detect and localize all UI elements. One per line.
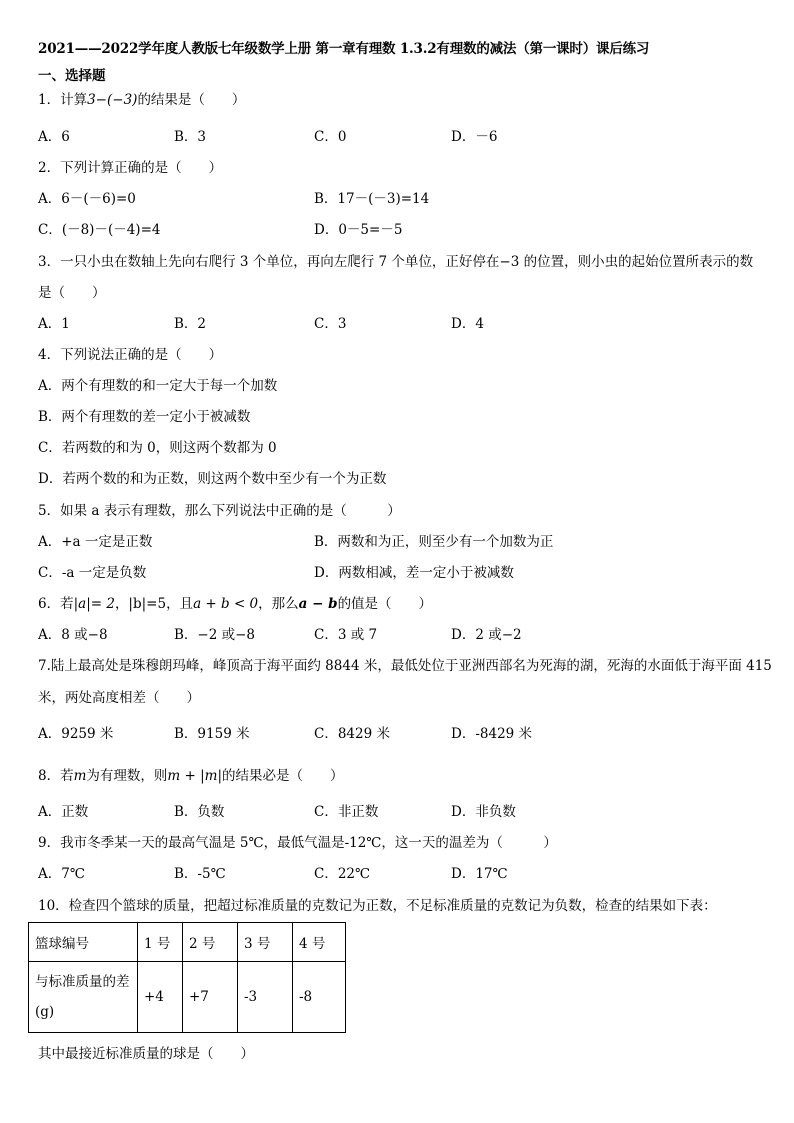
option-d: D．若两个数的和为正数，则这两个数中至少有一个为正数: [38, 471, 387, 487]
table-header-cell: 篮球编号: [29, 923, 138, 962]
table-header-cell: 4 号: [293, 923, 346, 962]
question-7-stem-line2: 米，两处高度相差（ ）: [38, 690, 200, 706]
option-a: A．8 或−8: [38, 627, 108, 643]
table-cell: -3: [238, 962, 293, 1033]
question-6-condition: a + b < 0: [193, 596, 259, 612]
question-6-mid: ，|b|=5，且: [114, 596, 194, 612]
option-a: A．6: [38, 129, 70, 145]
question-6-mid2: ，那么: [258, 596, 299, 612]
option-d: D．17℃: [451, 866, 508, 882]
option-b: B．负数: [174, 804, 225, 820]
option-c: C．8429 米: [314, 726, 390, 742]
option-b: B．两数和为正，则至少有一个加数为正: [314, 534, 554, 550]
question-8-suffix: 的结果必是（ ）: [222, 768, 344, 784]
option-c: C．0: [314, 129, 347, 145]
section-heading: 一、选择题: [38, 68, 106, 84]
option-b: B．17－(－3)=14: [314, 191, 430, 207]
option-d: D．2 或−2: [451, 627, 522, 643]
option-b: B．9159 米: [174, 726, 250, 742]
option-d: D．两数相减，差一定小于被减数: [314, 565, 514, 581]
table-cell: -8: [293, 962, 346, 1033]
option-a: A．6－(－6)=0: [38, 191, 136, 207]
question-9-stem: 9．我市冬季某一天的最高气温是 5℃，最低气温是-12℃，这一天的温差为（ ）: [38, 835, 557, 851]
question-8-prefix: 8．若: [38, 768, 74, 784]
question-6-suffix: 的值是（ ）: [337, 596, 433, 612]
question-1-prefix: 1．计算: [38, 92, 88, 108]
question-6-expression: a − b: [298, 596, 338, 612]
option-a: A．正数: [38, 804, 89, 820]
option-a: A．两个有理数的和一定大于每一个加数: [38, 378, 278, 394]
table-header-cell: 3 号: [238, 923, 293, 962]
option-c: C．-a 一定是负数: [38, 565, 147, 581]
basketball-table: [28, 922, 346, 1033]
option-b: B．-5℃: [174, 866, 226, 882]
table-cell: +4: [138, 962, 183, 1033]
question-3-stem-line2: 是（ ）: [38, 285, 106, 301]
question-8-mid: 为有理数，则: [86, 768, 168, 784]
question-2-stem: 2．下列计算正确的是（ ）: [38, 160, 223, 176]
question-1-stem: [38, 91, 245, 109]
option-b: B．2: [174, 316, 207, 332]
option-c: C．若两数的和为 0，则这两个数都为 0: [38, 440, 277, 456]
question-6-stem: [38, 595, 432, 613]
option-c: C．22℃: [314, 866, 371, 882]
option-a: A．+a 一定是正数: [38, 534, 153, 550]
question-5-stem: 5．如果 a 表示有理数，那么下列说法中正确的是（ ）: [38, 503, 401, 519]
question-8-variable: m: [73, 768, 87, 784]
table-cell: +7: [183, 962, 238, 1033]
question-6-prefix: 6．若: [38, 596, 74, 612]
option-b: B．两个有理数的差一定小于被减数: [38, 409, 251, 425]
table-header-cell: 2 号: [183, 923, 238, 962]
option-c: C．3: [314, 316, 347, 332]
option-d: D．-8429 米: [451, 726, 533, 742]
question-3-stem-line1: 3．一只小虫在数轴上先向右爬行 3 个单位，再向左爬行 7 个单位，正好停在−3 的位置，则小虫的起始位置所表示的数: [38, 254, 754, 270]
question-7-stem-line1: 7.陆上最高处是珠穆朗玛峰，峰顶高于海平面约 8844 米，最低处位于亚洲西部名为死海的湖，死海的水面低于海平面 415: [38, 658, 772, 674]
document-title: 2021——2022学年度人教版七年级数学上册 第一章有理数 1.3.2有理数的减法（第一课时）课后练习: [38, 41, 650, 57]
question-1-suffix: 的结果是（ ）: [137, 92, 246, 108]
option-d: D．非负数: [451, 804, 516, 820]
option-d: D．0－5=－5: [314, 222, 403, 238]
option-c: C．非正数: [314, 804, 379, 820]
table-header-cell: 1 号: [138, 923, 183, 962]
question-8-expression: m + |m|: [167, 768, 222, 784]
option-d: D．4: [451, 316, 484, 332]
option-c: C．(－8)－(－4)=4: [38, 222, 161, 238]
table-row-label: 与标准质量的差(g): [29, 962, 138, 1033]
question-1-expression: 3−(−3): [87, 92, 138, 108]
question-4-stem: 4．下列说法正确的是（ ）: [38, 347, 223, 363]
question-10-followup: 其中最接近标准质量的球是（ ）: [38, 1046, 254, 1062]
question-8-stem: [38, 767, 344, 785]
option-d: D．－6: [451, 129, 498, 145]
option-b: B．3: [174, 129, 207, 145]
table-row: [29, 962, 346, 1033]
option-a: A．1: [38, 316, 70, 332]
question-6-abs-a: |a|= 2: [73, 596, 115, 612]
option-c: C．3 或 7: [314, 627, 378, 643]
option-a: A．7℃: [38, 866, 85, 882]
table-header-row: [29, 923, 346, 962]
option-b: B．−2 或−8: [174, 627, 256, 643]
option-a: A．9259 米: [38, 726, 114, 742]
question-10-stem: 10．检查四个篮球的质量，把超过标准质量的克数记为正数，不足标准质量的克数记为负数，检查的结果如下表：: [38, 898, 717, 914]
